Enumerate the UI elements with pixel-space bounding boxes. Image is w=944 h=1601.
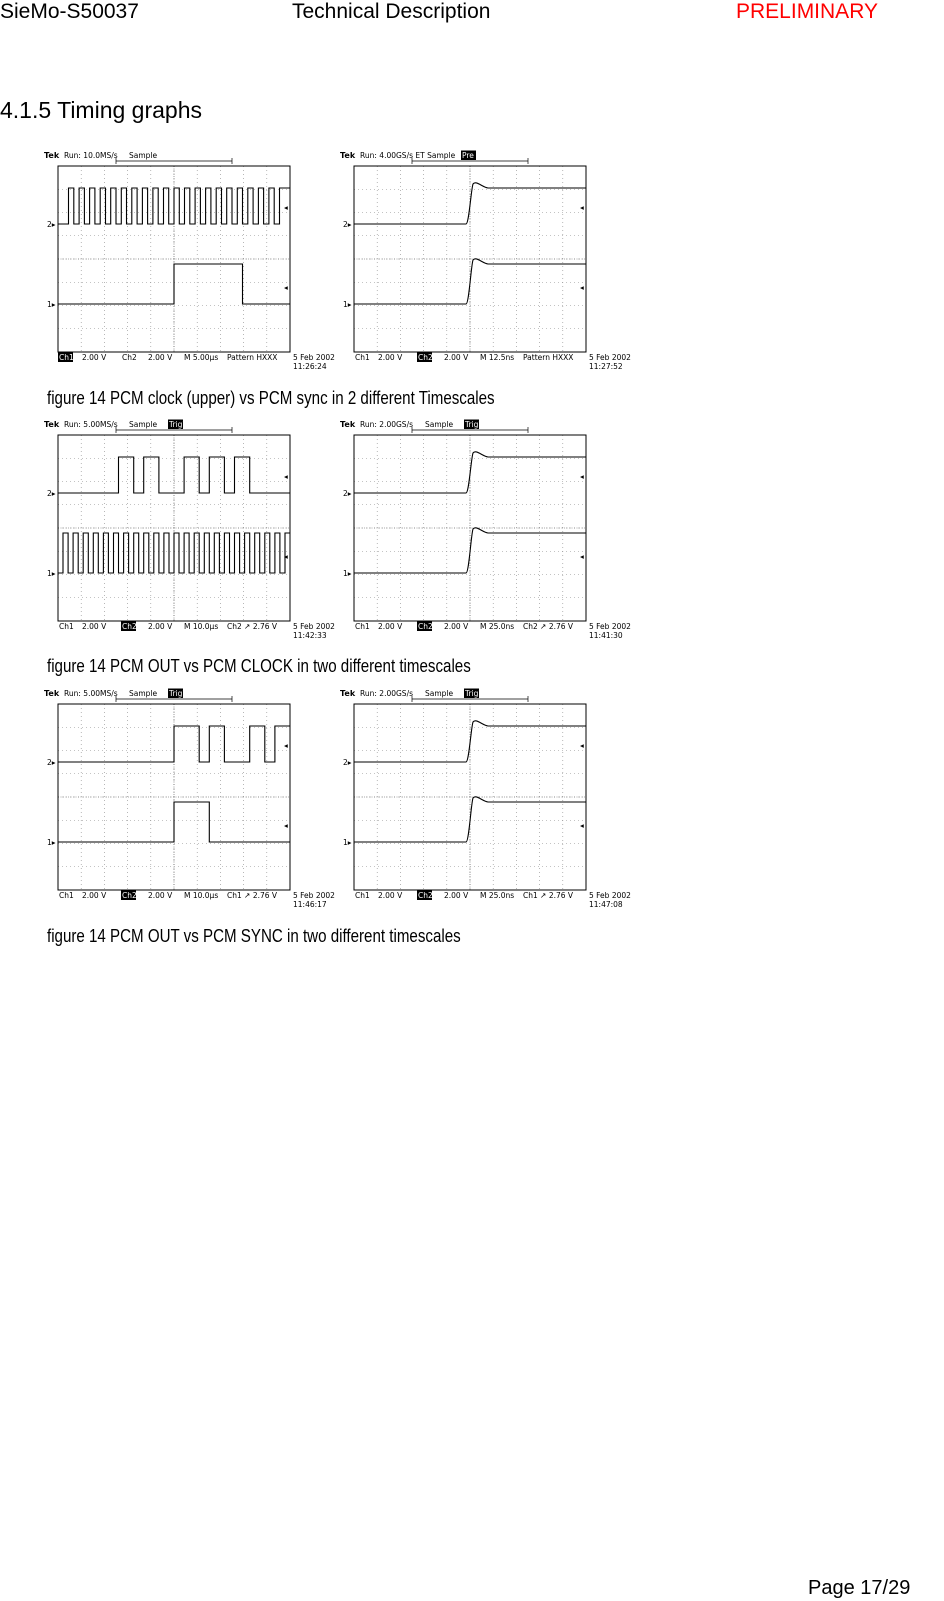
oscilloscope-screenshot-pcm-clock-sync-wide xyxy=(44,150,344,371)
trigger-level-arrow: ◂ xyxy=(580,203,584,212)
capture-date: 5 Feb 2002 xyxy=(293,353,335,362)
oscilloscope-screenshot-pcm-clock-sync-zoom xyxy=(340,150,640,371)
scope-acquisition-mode: Sample xyxy=(425,689,454,698)
oscilloscope-screenshot-pcm-out-sync-zoom xyxy=(340,688,640,909)
channel-1-waveform xyxy=(354,528,586,573)
ch1-label: Ch1 xyxy=(355,891,370,900)
timebase-setting: M 5.00µs xyxy=(184,353,219,362)
figure-caption: figure 14 PCM OUT vs PCM CLOCK in two different timescales xyxy=(47,656,471,676)
ch1-volts-per-div: 2.00 V xyxy=(378,891,403,900)
scope-run-status: Run: 2.00GS/s xyxy=(360,420,413,429)
channel-1-waveform xyxy=(354,797,586,842)
channel-1-waveform xyxy=(58,802,290,842)
channel-2-waveform xyxy=(58,188,290,224)
capture-time: 11:42:33 xyxy=(293,631,327,640)
channel-1-marker: 1▸ xyxy=(47,300,56,309)
channel-2-waveform xyxy=(58,726,290,762)
figure-caption: figure 14 PCM OUT vs PCM SYNC in two different timescales xyxy=(47,926,461,946)
trigger-level-arrow: ◂ xyxy=(284,472,288,481)
trigger-setting: Ch1 ↗ 2.76 V xyxy=(523,891,574,900)
scope-acquisition-mode: Sample xyxy=(129,689,158,698)
scope-trigger-state: Trig? xyxy=(465,689,483,698)
header-status-label: PRELIMINARY xyxy=(736,0,878,23)
capture-time: 11:26:24 xyxy=(293,362,327,371)
trigger-level-arrow: ◂ xyxy=(580,821,584,830)
channel-1-waveform xyxy=(354,259,586,304)
scope-run-status: Run: 2.00GS/s xyxy=(360,689,413,698)
timebase-setting: M 10.0µs xyxy=(184,622,219,631)
scope-run-status: Run: 4.00GS/s ET Sample xyxy=(360,151,456,160)
trigger-setting: Pattern HXXX xyxy=(523,353,574,362)
ch2-volts-per-div: 2.00 V xyxy=(444,891,469,900)
channel-2-marker: 2▸ xyxy=(343,758,352,767)
timebase-setting: M 25.0ns xyxy=(480,891,515,900)
scope-brand: Tek xyxy=(340,689,356,698)
capture-date: 5 Feb 2002 xyxy=(589,891,631,900)
channel-1-waveform xyxy=(58,533,290,573)
ch1-volts-per-div: 2.00 V xyxy=(82,353,107,362)
trigger-level-arrow: ◂ xyxy=(284,283,288,292)
channel-2-marker: 2▸ xyxy=(47,220,56,229)
ch1-volts-per-div: 2.00 V xyxy=(82,622,107,631)
trigger-level-arrow: ◂ xyxy=(284,552,288,561)
trigger-level-arrow: ◂ xyxy=(580,472,584,481)
scope-trigger-state: Trig? xyxy=(465,420,483,429)
trigger-level-arrow: ◂ xyxy=(284,821,288,830)
ch1-label: Ch1 xyxy=(355,622,370,631)
scope-brand: Tek xyxy=(44,151,60,160)
channel-2-marker: 2▸ xyxy=(47,758,56,767)
scope-acquisition-mode: Sample xyxy=(129,151,158,160)
timebase-setting: M 25.0ns xyxy=(480,622,515,631)
channel-2-marker: 2▸ xyxy=(343,489,352,498)
trigger-setting: Pattern HXXX xyxy=(227,353,278,362)
capture-time: 11:46:17 xyxy=(293,900,327,909)
scope-brand: Tek xyxy=(340,151,356,160)
scope-display xyxy=(340,150,640,371)
trigger-level-arrow: ◂ xyxy=(580,283,584,292)
ch2-label: Ch2 xyxy=(418,353,433,362)
trigger-level-arrow: ◂ xyxy=(580,741,584,750)
oscilloscope-screenshot-pcm-out-clock-wide xyxy=(44,419,344,640)
ch1-label: Ch1 xyxy=(59,622,74,631)
channel-1-marker: 1▸ xyxy=(343,838,352,847)
scope-run-status: Run: 5.00MS/s xyxy=(64,689,118,698)
trigger-level-arrow: ◂ xyxy=(284,741,288,750)
scope-acquisition-mode: Sample xyxy=(425,420,454,429)
channel-1-waveform xyxy=(58,264,290,304)
ch2-volts-per-div: 2.00 V xyxy=(148,353,173,362)
trigger-level-arrow: ◂ xyxy=(580,552,584,561)
ch2-volts-per-div: 2.00 V xyxy=(444,353,469,362)
channel-2-marker: 2▸ xyxy=(343,220,352,229)
ch2-label: Ch2 xyxy=(122,622,137,631)
oscilloscope-screenshot-pcm-out-clock-zoom xyxy=(340,419,640,640)
ch1-label: Ch1 xyxy=(59,891,74,900)
ch1-label: Ch1 xyxy=(59,353,74,362)
header-document-type: Technical Description xyxy=(292,0,491,23)
scope-trigger-state: Trig? xyxy=(169,420,187,429)
capture-time: 11:27:52 xyxy=(589,362,623,371)
ch1-volts-per-div: 2.00 V xyxy=(378,353,403,362)
channel-1-marker: 1▸ xyxy=(47,569,56,578)
ch2-label: Ch2 xyxy=(418,891,433,900)
page-number: Page 17/29 xyxy=(808,1577,911,1599)
scope-display xyxy=(340,688,640,909)
figure-caption: figure 14 PCM clock (upper) vs PCM sync in 2 different Timescales xyxy=(47,388,495,408)
timebase-setting: M 12.5ns xyxy=(480,353,515,362)
capture-time: 11:47:08 xyxy=(589,900,623,909)
scope-brand: Tek xyxy=(44,689,60,698)
ch1-volts-per-div: 2.00 V xyxy=(82,891,107,900)
channel-1-marker: 1▸ xyxy=(343,569,352,578)
ch1-label: Ch1 xyxy=(355,353,370,362)
ch2-volts-per-div: 2.00 V xyxy=(148,622,173,631)
ch2-label: Ch2 xyxy=(122,353,137,362)
ch2-label: Ch2 xyxy=(418,622,433,631)
trigger-setting: Ch2 ↗ 2.76 V xyxy=(523,622,574,631)
trigger-setting: Ch2 ↗ 2.76 V xyxy=(227,622,278,631)
scope-brand: Tek xyxy=(44,420,60,429)
capture-date: 5 Feb 2002 xyxy=(293,622,335,631)
scope-run-status: Run: 5.00MS/s xyxy=(64,420,118,429)
scope-run-status: Run: 10.0MS/s xyxy=(64,151,118,160)
ch2-label: Ch2 xyxy=(122,891,137,900)
scope-display xyxy=(44,688,344,909)
scope-acquisition-mode: Sample xyxy=(129,420,158,429)
ch2-volts-per-div: 2.00 V xyxy=(444,622,469,631)
channel-1-marker: 1▸ xyxy=(343,300,352,309)
capture-date: 5 Feb 2002 xyxy=(293,891,335,900)
timebase-setting: M 10.0µs xyxy=(184,891,219,900)
scope-trigger-state: Trig? xyxy=(169,689,187,698)
scope-trigger-state: Pre Trig xyxy=(462,151,490,160)
trigger-level-arrow: ◂ xyxy=(284,203,288,212)
scope-brand: Tek xyxy=(340,420,356,429)
capture-date: 5 Feb 2002 xyxy=(589,622,631,631)
ch1-volts-per-div: 2.00 V xyxy=(378,622,403,631)
scope-display xyxy=(44,419,344,640)
scope-display xyxy=(340,419,640,640)
scope-display xyxy=(44,150,344,371)
trigger-setting: Ch1 ↗ 2.76 V xyxy=(227,891,278,900)
section-title: 4.1.5 Timing graphs xyxy=(0,97,203,123)
channel-2-marker: 2▸ xyxy=(47,489,56,498)
header-document-id: SieMo-S50037 xyxy=(0,0,139,23)
oscilloscope-screenshot-pcm-out-sync-wide xyxy=(44,688,344,909)
ch2-volts-per-div: 2.00 V xyxy=(148,891,173,900)
capture-date: 5 Feb 2002 xyxy=(589,353,631,362)
capture-time: 11:41:30 xyxy=(589,631,623,640)
channel-1-marker: 1▸ xyxy=(47,838,56,847)
